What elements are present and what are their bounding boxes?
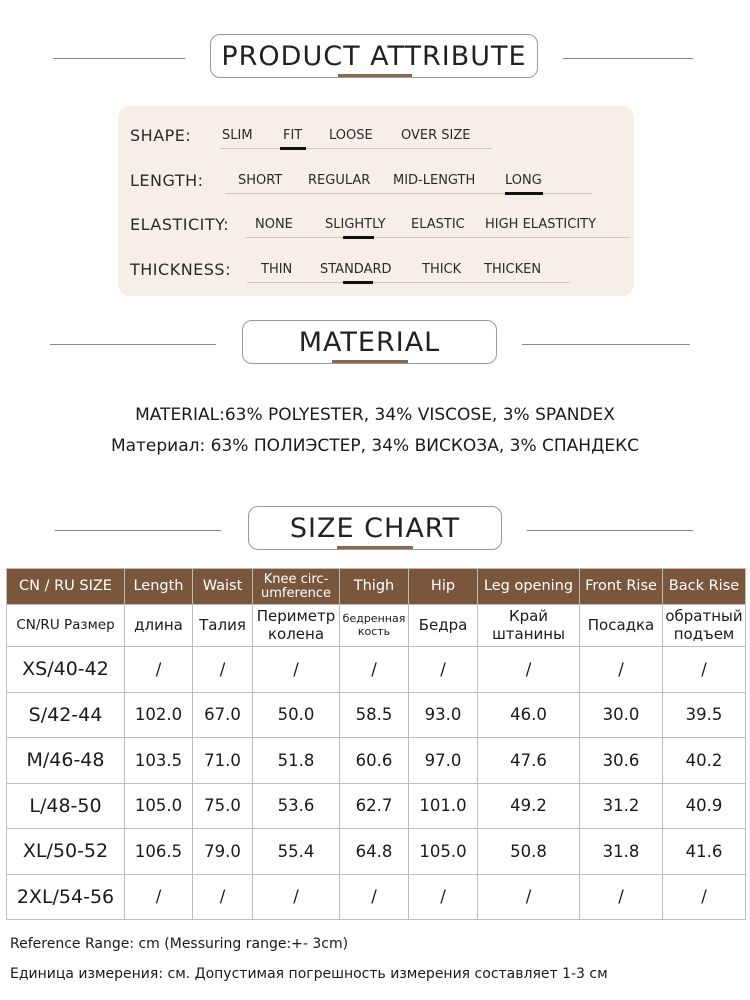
attr-option: THIN — [261, 262, 293, 277]
attr-option-selected: SLIGHTLY — [325, 217, 386, 232]
table-cell: / — [193, 647, 253, 693]
size-cell: XL/50-52 — [7, 829, 125, 875]
table-cell: / — [253, 874, 340, 920]
selected-marker — [343, 236, 374, 239]
table-cell: / — [340, 874, 409, 920]
table-cell: 51.8 — [253, 738, 340, 784]
table-cell: 97.0 — [409, 738, 478, 784]
attr-option: LOOSE — [329, 128, 373, 143]
header-cell: Knee circ-umference — [253, 569, 340, 605]
attr-baseline — [247, 282, 570, 283]
attr-option: OVER SIZE — [401, 128, 471, 143]
table-cell: 71.0 — [193, 738, 253, 784]
table-row — [7, 738, 746, 784]
table-cell: 55.4 — [253, 829, 340, 875]
material-title: MATERIAL — [242, 320, 497, 364]
table-cell: 31.8 — [580, 829, 663, 875]
table-cell: 53.6 — [253, 783, 340, 829]
table-cell: 40.9 — [663, 783, 746, 829]
header-row-ru — [7, 605, 746, 647]
table-cell: 75.0 — [193, 783, 253, 829]
table-cell: 39.5 — [663, 692, 746, 738]
size-section-header — [0, 506, 750, 556]
table-cell: 50.0 — [253, 692, 340, 738]
selected-marker — [505, 192, 543, 195]
attr-baseline — [245, 237, 630, 238]
attr-option: SHORT — [238, 173, 283, 188]
table-cell: / — [580, 647, 663, 693]
header-cell: Waist — [193, 569, 253, 605]
attr-baseline — [220, 148, 492, 149]
attr-row-length — [130, 164, 630, 194]
header-cell: CN / RU SIZE — [7, 569, 125, 605]
header-rule-right — [522, 344, 690, 345]
reference-range-note: Reference Range: cm (Messuring range:+- 3cm) — [10, 936, 349, 952]
table-row — [7, 829, 746, 875]
table-cell: / — [478, 647, 580, 693]
table-cell: 50.8 — [478, 829, 580, 875]
title-underline — [338, 74, 412, 77]
table-cell: 101.0 — [409, 783, 478, 829]
table-cell: 60.6 — [340, 738, 409, 784]
table-row — [7, 647, 746, 693]
table-cell: 40.2 — [663, 738, 746, 784]
attribute-section-header — [0, 34, 750, 84]
header-cell: CN/RU Размер — [7, 605, 125, 647]
table-cell: / — [193, 874, 253, 920]
attribute-panel — [118, 106, 634, 296]
header-cell: обратный подъем — [663, 605, 746, 647]
table-cell: / — [253, 647, 340, 693]
table-row — [7, 783, 746, 829]
table-cell: / — [663, 874, 746, 920]
size-chart-table — [6, 568, 746, 920]
table-cell: / — [125, 874, 193, 920]
attr-key: LENGTH: — [130, 171, 204, 190]
header-cell: бедренная кость — [340, 605, 409, 647]
material-text-en: MATERIAL:63% POLYESTER, 34% VISCOSE, 3% SPANDEX — [135, 405, 615, 425]
table-row — [7, 692, 746, 738]
attr-row-shape — [130, 119, 630, 149]
selected-marker — [280, 147, 306, 150]
table-cell: 79.0 — [193, 829, 253, 875]
selected-marker — [343, 281, 373, 284]
table-cell: / — [125, 647, 193, 693]
header-cell: Посадка — [580, 605, 663, 647]
table-row — [7, 874, 746, 920]
table-cell: / — [340, 647, 409, 693]
table-cell: 41.6 — [663, 829, 746, 875]
table-cell: 67.0 — [193, 692, 253, 738]
table-cell: 30.6 — [580, 738, 663, 784]
table-cell: / — [663, 647, 746, 693]
header-cell: Край штанины — [478, 605, 580, 647]
header-cell: Бедра — [409, 605, 478, 647]
attr-option: ELASTIC — [411, 217, 465, 232]
table-cell: 102.0 — [125, 692, 193, 738]
title-underline — [332, 360, 408, 363]
material-text-ru: Материал: 63% ПОЛИЭСТЕР, 34% ВИСКОЗА, 3% СПАНДЕКС — [110, 436, 640, 456]
attr-option: THICKEN — [484, 262, 542, 277]
header-cell: Периметр колена — [253, 605, 340, 647]
header-cell: Back Rise — [663, 569, 746, 605]
size-cell: L/48-50 — [7, 783, 125, 829]
header-rule-left — [55, 530, 221, 531]
attr-option: SLIM — [222, 128, 253, 143]
table-cell: 30.0 — [580, 692, 663, 738]
attr-option: MID-LENGTH — [393, 173, 476, 188]
table-cell: / — [409, 647, 478, 693]
attr-option: REGULAR — [308, 173, 371, 188]
table-cell: / — [478, 874, 580, 920]
table-cell: 105.0 — [409, 829, 478, 875]
header-cell: Length — [125, 569, 193, 605]
attr-option: NONE — [255, 217, 293, 232]
size-cell: M/46-48 — [7, 738, 125, 784]
table-cell: / — [580, 874, 663, 920]
header-cell: Leg opening — [478, 569, 580, 605]
attr-row-thickness — [130, 253, 630, 283]
attr-row-elasticity — [130, 208, 630, 238]
header-cell: Талия — [193, 605, 253, 647]
table-cell: 62.7 — [340, 783, 409, 829]
attr-option-selected: LONG — [505, 173, 542, 188]
title-underline — [337, 546, 413, 549]
table-cell: 93.0 — [409, 692, 478, 738]
measurement-note-ru: Единица измерения: см. Допустимая погрешность измерения составляет 1-3 см — [10, 966, 608, 982]
table-cell: 103.5 — [125, 738, 193, 784]
table-cell: 31.2 — [580, 783, 663, 829]
table-cell: 47.6 — [478, 738, 580, 784]
material-section-header — [0, 320, 750, 370]
table-cell: 49.2 — [478, 783, 580, 829]
table-cell: 58.5 — [340, 692, 409, 738]
attr-key: THICKNESS: — [130, 260, 231, 279]
attr-option: THICK — [422, 262, 462, 277]
size-cell: S/42-44 — [7, 692, 125, 738]
attr-key: SHAPE: — [130, 126, 192, 145]
attr-option-selected: STANDARD — [320, 262, 392, 277]
header-row-en — [7, 569, 746, 605]
attribute-title: PRODUCT ATTRIBUTE — [210, 34, 538, 78]
header-rule-right — [563, 58, 693, 59]
header-rule-left — [50, 344, 216, 345]
header-rule-left — [53, 58, 185, 59]
size-chart-title: SIZE CHART — [248, 506, 502, 550]
table-cell: 64.8 — [340, 829, 409, 875]
attr-option: HIGH ELASTICITY — [485, 217, 597, 232]
attr-key: ELASTICITY: — [130, 215, 230, 234]
table-cell: 46.0 — [478, 692, 580, 738]
header-rule-right — [527, 530, 693, 531]
size-cell: XS/40-42 — [7, 647, 125, 693]
table-cell: 106.5 — [125, 829, 193, 875]
header-cell: длина — [125, 605, 193, 647]
table-cell: 105.0 — [125, 783, 193, 829]
attr-option-selected: FIT — [283, 128, 303, 143]
header-cell: Hip — [409, 569, 478, 605]
size-cell: 2XL/54-56 — [7, 874, 125, 920]
header-cell: Front Rise — [580, 569, 663, 605]
table-cell: / — [409, 874, 478, 920]
header-cell: Thigh — [340, 569, 409, 605]
